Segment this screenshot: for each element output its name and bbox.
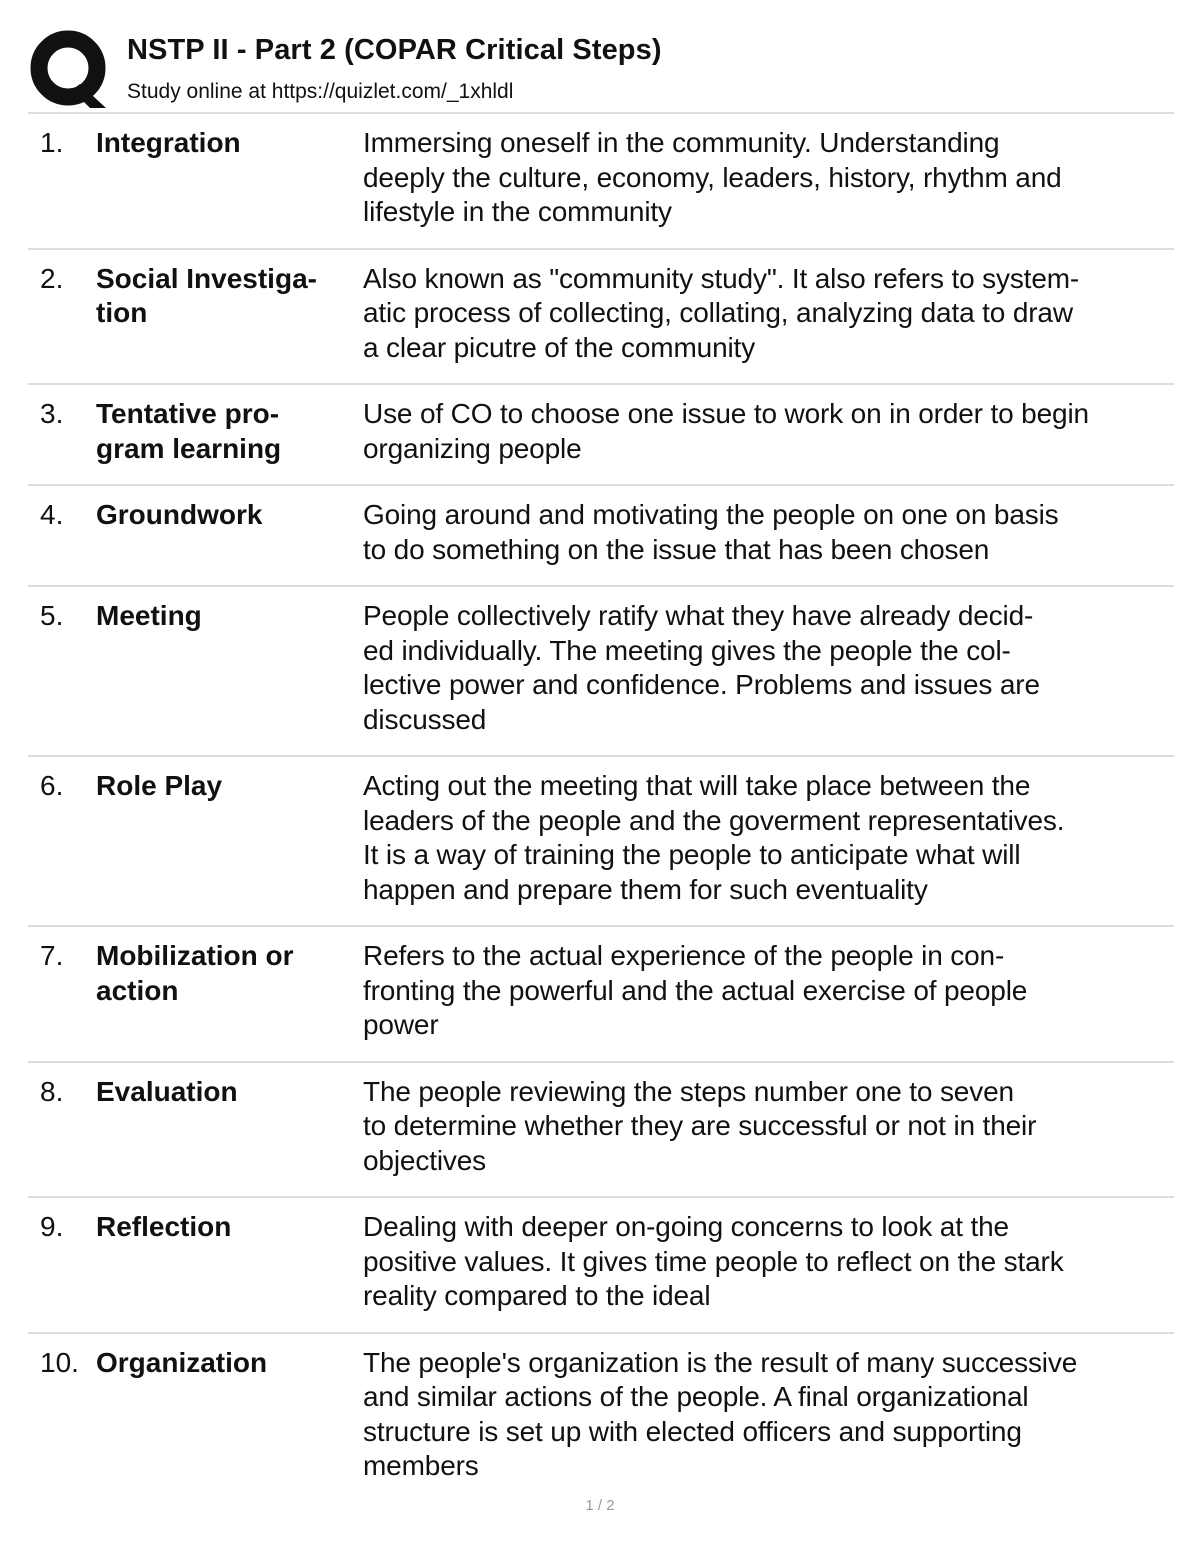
term xyxy=(96,939,352,1008)
page-number: 1 / 2 xyxy=(585,1497,615,1514)
definition-line: discussed xyxy=(363,703,487,735)
definition-line: leaders of the people and the goverment representatives. xyxy=(363,804,1065,836)
row-number: 5. xyxy=(40,600,64,631)
table-row xyxy=(28,383,1174,484)
definition xyxy=(363,599,1171,737)
definition-line: Acting out the meeting that will take place between the xyxy=(363,770,1031,801)
definition-line: positive values. It gives time people to reflect on the stark xyxy=(363,1245,1064,1277)
definition-line: lifestyle in the community xyxy=(363,196,672,227)
term xyxy=(96,397,352,466)
table-row xyxy=(28,484,1174,585)
definition-line: It is a way of training the people to anticipate what will xyxy=(363,839,1021,870)
term-line: Groundwork xyxy=(96,499,263,530)
term xyxy=(96,1075,352,1110)
term-line: action xyxy=(96,974,179,1006)
term-line: Mobilization or xyxy=(96,940,294,971)
definition-line: Refers to the actual experience of the people in con- xyxy=(363,940,1005,971)
definition-line: Going around and motivating the people on one on basis xyxy=(363,499,1059,530)
definition xyxy=(363,769,1171,907)
definition-line: People collectively ratify what they have already decid- xyxy=(363,600,1034,631)
definition-line: happen and prepare them for such eventuality xyxy=(363,873,928,905)
term-line: Reflection xyxy=(96,1211,232,1242)
table-row xyxy=(28,1061,1174,1197)
definition xyxy=(363,498,1171,567)
term-line: Evaluation xyxy=(96,1075,238,1107)
definition xyxy=(363,262,1171,366)
table-row xyxy=(28,112,1174,248)
definition-line: lective power and confidence. Problems and issues are xyxy=(363,669,1040,700)
term-line: tion xyxy=(96,297,148,328)
term xyxy=(96,599,352,634)
row-number: 1. xyxy=(40,127,64,158)
definition-line: The people's organization is the result of many successive xyxy=(363,1346,1078,1378)
definition-line: organizing people xyxy=(363,432,582,464)
row-number: 10. xyxy=(40,1346,79,1378)
definition-line: Also known as "community study". It also refers to system- xyxy=(363,262,1080,294)
table-row xyxy=(28,1332,1174,1502)
row-number: 8. xyxy=(40,1075,64,1107)
term-line: Organization xyxy=(96,1346,268,1378)
definition-line: fronting the powerful and the actual exercise of people xyxy=(363,974,1028,1006)
table-row xyxy=(28,925,1174,1061)
definition xyxy=(363,397,1171,466)
definition xyxy=(363,1210,1171,1314)
definition-line: objectives xyxy=(363,1144,487,1176)
table-row xyxy=(28,248,1174,384)
definition-line: Dealing with deeper on-going concerns to look at the xyxy=(363,1211,1009,1242)
definition-line: structure is set up with elected officers and supporting xyxy=(363,1415,1022,1447)
row-number: 2. xyxy=(40,262,64,294)
definition-line: atic process of collecting, collating, analyzing data to draw xyxy=(363,297,1073,328)
page-title: NSTP II - Part 2 (COPAR Critical Steps) xyxy=(127,34,662,66)
definition-line: ed individually. The meeting gives the people the col- xyxy=(363,634,1011,666)
definition-line: Use of CO to choose one issue to work on in order to begin xyxy=(363,398,1089,429)
row-number: 9. xyxy=(40,1211,64,1242)
definition-line: to determine whether they are successful or not in their xyxy=(363,1110,1037,1141)
definition xyxy=(363,126,1171,230)
term-line: gram learning xyxy=(96,432,282,464)
quizlet-q-logo-icon xyxy=(28,28,110,110)
study-online-link[interactable]: Study online at https://quizlet.com/_1xhldl xyxy=(127,80,514,103)
term-line: Role Play xyxy=(96,770,223,801)
term xyxy=(96,1210,352,1245)
row-number: 6. xyxy=(40,770,64,801)
definition xyxy=(363,1346,1171,1484)
term xyxy=(96,262,352,331)
flashcard-table xyxy=(28,112,1174,1502)
row-number: 3. xyxy=(40,398,64,429)
definition xyxy=(363,939,1171,1043)
definition-line: to do something on the issue that has been chosen xyxy=(363,533,990,565)
term-line: Social Investiga- xyxy=(96,262,317,294)
definition-line: power xyxy=(363,1009,439,1040)
term-line: Meeting xyxy=(96,600,202,631)
definition-line: deeply the culture, economy, leaders, history, rhythm and xyxy=(363,161,1062,193)
table-row xyxy=(28,1196,1174,1332)
term xyxy=(96,769,352,804)
definition-line: members xyxy=(363,1450,479,1481)
term-line: Integration xyxy=(96,127,241,158)
term xyxy=(96,126,352,161)
term xyxy=(96,1346,352,1381)
table-row xyxy=(28,585,1174,755)
definition-line: and similar actions of the people. A final organizational xyxy=(363,1381,1029,1412)
definition-line: a clear picutre of the community xyxy=(363,331,756,363)
page-header xyxy=(28,28,1174,112)
row-number: 7. xyxy=(40,940,64,971)
definition-line: reality compared to the ideal xyxy=(363,1280,711,1311)
definition-line: The people reviewing the steps number one to seven xyxy=(363,1075,1014,1107)
definition-line: Immersing oneself in the community. Understanding xyxy=(363,127,1000,158)
definition xyxy=(363,1075,1171,1179)
term-line: Tentative pro- xyxy=(96,398,280,429)
row-number: 4. xyxy=(40,499,64,530)
term xyxy=(96,498,352,533)
table-row xyxy=(28,755,1174,925)
